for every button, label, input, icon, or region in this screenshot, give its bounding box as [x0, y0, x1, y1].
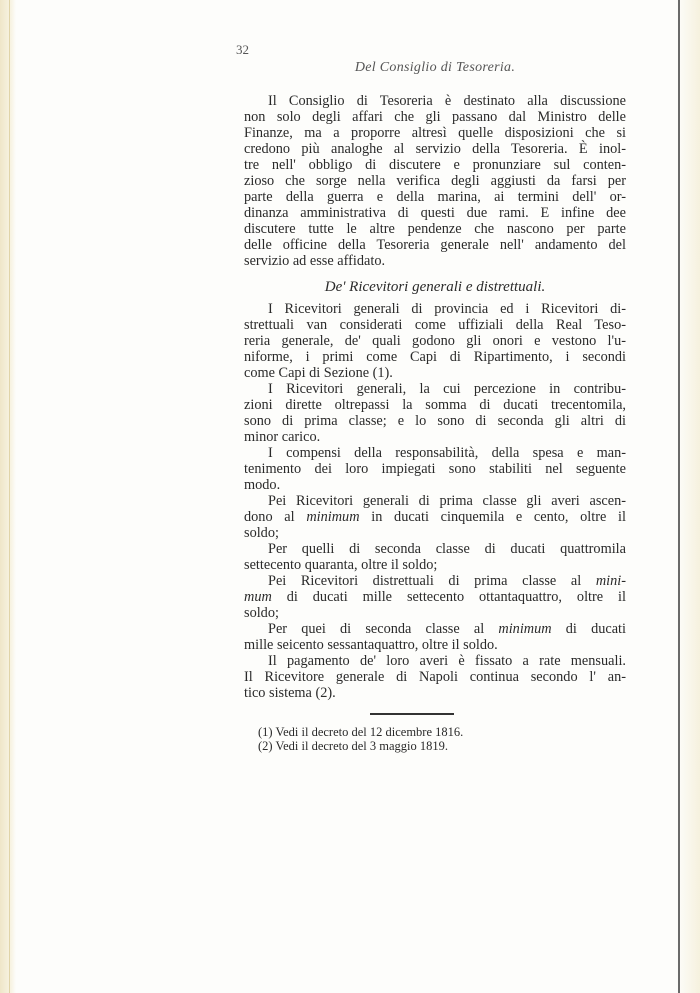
text-segment: settecento quaranta, oltre il soldo; — [244, 557, 438, 573]
text-segment: reria generale, de' quali godono gli onori e vestono l'u- — [244, 333, 626, 349]
text-segment: Per quei di seconda classe al — [268, 621, 499, 637]
text-line — [244, 221, 626, 237]
footnote-1: (1) Vedi il decreto del 12 dicembre 1816. — [258, 725, 464, 739]
text-line — [244, 125, 626, 141]
text-line — [244, 509, 626, 525]
text-segment: di ducati mille settecento ottantaquattro, oltre il — [271, 589, 626, 605]
text-line — [244, 365, 626, 381]
text-segment: tre nell' obbligo di discutere e pronunziare sul conten- — [244, 157, 626, 173]
text-line — [268, 493, 626, 509]
text-line — [268, 541, 626, 557]
text-segment: Pei Ricevitori distrettuali di prima classe al — [268, 573, 596, 589]
text-line — [244, 557, 626, 573]
text-segment: De' Ricevitori generali e distrettuali. — [324, 279, 546, 295]
text-line — [244, 525, 626, 541]
text-segment: Il Ricevitore generale di Napoli continua secondo l' an- — [244, 669, 626, 685]
text-line — [244, 637, 626, 653]
text-line — [268, 653, 626, 669]
page-left-edge — [0, 0, 16, 993]
text-line — [244, 333, 626, 349]
text-line — [244, 109, 626, 125]
text-line — [244, 397, 626, 413]
text-line — [268, 93, 626, 109]
italic-term: mini- — [595, 573, 626, 589]
text-segment: zioni dirette oltrepassi la somma di ducati trecentomila, — [244, 397, 626, 413]
italic-term: mum — [244, 589, 272, 605]
text-line — [244, 461, 626, 477]
text-segment: minor carico. — [244, 429, 321, 445]
text-segment: soldo; — [244, 605, 279, 621]
text-segment: niforme, i primi come Capi di Ripartimento, i secondi — [244, 349, 626, 365]
text-line — [244, 669, 626, 685]
text-segment: sono di prima classe; e lo sono di seconda gli altri di — [244, 413, 626, 429]
running-head: Del Consiglio di Tesoreria. — [354, 60, 516, 75]
footnote-2: (2) Vedi il decreto del 3 maggio 1819. — [258, 739, 449, 753]
text-line — [268, 445, 626, 461]
text-segment: discutere tutte le altre pendenze che nascono per parte — [244, 221, 626, 237]
binding-line — [9, 0, 10, 993]
text-line — [244, 237, 626, 253]
text-segment: di ducati — [551, 621, 627, 637]
footnote-rule — [370, 713, 454, 715]
text-segment: Il Consiglio di Tesoreria è destinato alla discussione — [268, 93, 626, 109]
text-segment: modo. — [244, 477, 281, 493]
text-line — [244, 413, 626, 429]
section-heading — [244, 279, 626, 295]
text-line — [244, 141, 626, 157]
text-segment: I Ricevitori generali, la cui percezione in contribu- — [268, 381, 626, 397]
page-number: 32 — [236, 42, 249, 57]
text-line — [244, 189, 626, 205]
text-line — [244, 173, 626, 189]
text-segment: mille seicento sessantaquattro, oltre il soldo. — [244, 637, 498, 653]
text-segment: parte della guerra e della marina, ai termini dell' or- — [244, 189, 626, 205]
text-line — [244, 205, 626, 221]
text-segment: tico sistema (2). — [244, 685, 336, 701]
text-line — [244, 253, 626, 269]
text-line — [244, 685, 626, 701]
text-segment: strettuali van considerati come uffiziali della Real Teso- — [244, 317, 626, 333]
text-line — [244, 477, 626, 493]
italic-term: minimum — [306, 509, 360, 525]
text-segment: I compensi della responsabilità, della spesa e man- — [268, 445, 626, 461]
text-segment: servizio ad esse affidato. — [244, 253, 386, 269]
text-line — [244, 317, 626, 333]
text-segment: soldo; — [244, 525, 279, 541]
text-segment: dono al — [244, 509, 307, 525]
text-segment: in ducati cinquemila e cento, oltre il — [359, 509, 626, 525]
text-segment: tenimento dei loro impiegati sono stabiliti nel seguente — [244, 461, 626, 477]
text-line — [244, 589, 626, 605]
page-border-line — [678, 0, 680, 993]
text-segment: delle officine della Tesoreria generale nell' andamento del — [244, 237, 626, 253]
text-line — [244, 349, 626, 365]
text-segment: zioso che sorge nella verifica degli aggiusti da farsi per — [244, 173, 626, 189]
text-line — [268, 381, 626, 397]
text-segment: Pei Ricevitori generali di prima classe gli averi ascen- — [268, 493, 626, 509]
text-segment: Finanze, ma a proporre altresì quelle disposizioni che si — [244, 125, 626, 141]
text-line — [244, 605, 626, 621]
text-segment: credono più analoghe al servizio della Tesoreria. È inol- — [244, 141, 626, 157]
text-line — [244, 429, 626, 445]
text-line — [268, 621, 626, 637]
text-segment: come Capi di Sezione (1). — [244, 365, 393, 381]
text-segment: non solo degli affari che gli passano dal Ministro delle — [244, 109, 626, 125]
text-segment: Il pagamento de' loro averi è fissato a rate mensuali. — [268, 653, 626, 669]
text-line — [268, 573, 626, 589]
text-line — [244, 157, 626, 173]
text-segment: dinanza amministrativa di questi due rami. E infine dee — [244, 205, 626, 221]
italic-term: minimum — [498, 621, 552, 637]
text-line — [268, 301, 626, 317]
text-segment: Per quelli di seconda classe di ducati quattromila — [268, 541, 626, 557]
text-segment: I Ricevitori generali di provincia ed i Ricevitori di- — [268, 301, 626, 317]
